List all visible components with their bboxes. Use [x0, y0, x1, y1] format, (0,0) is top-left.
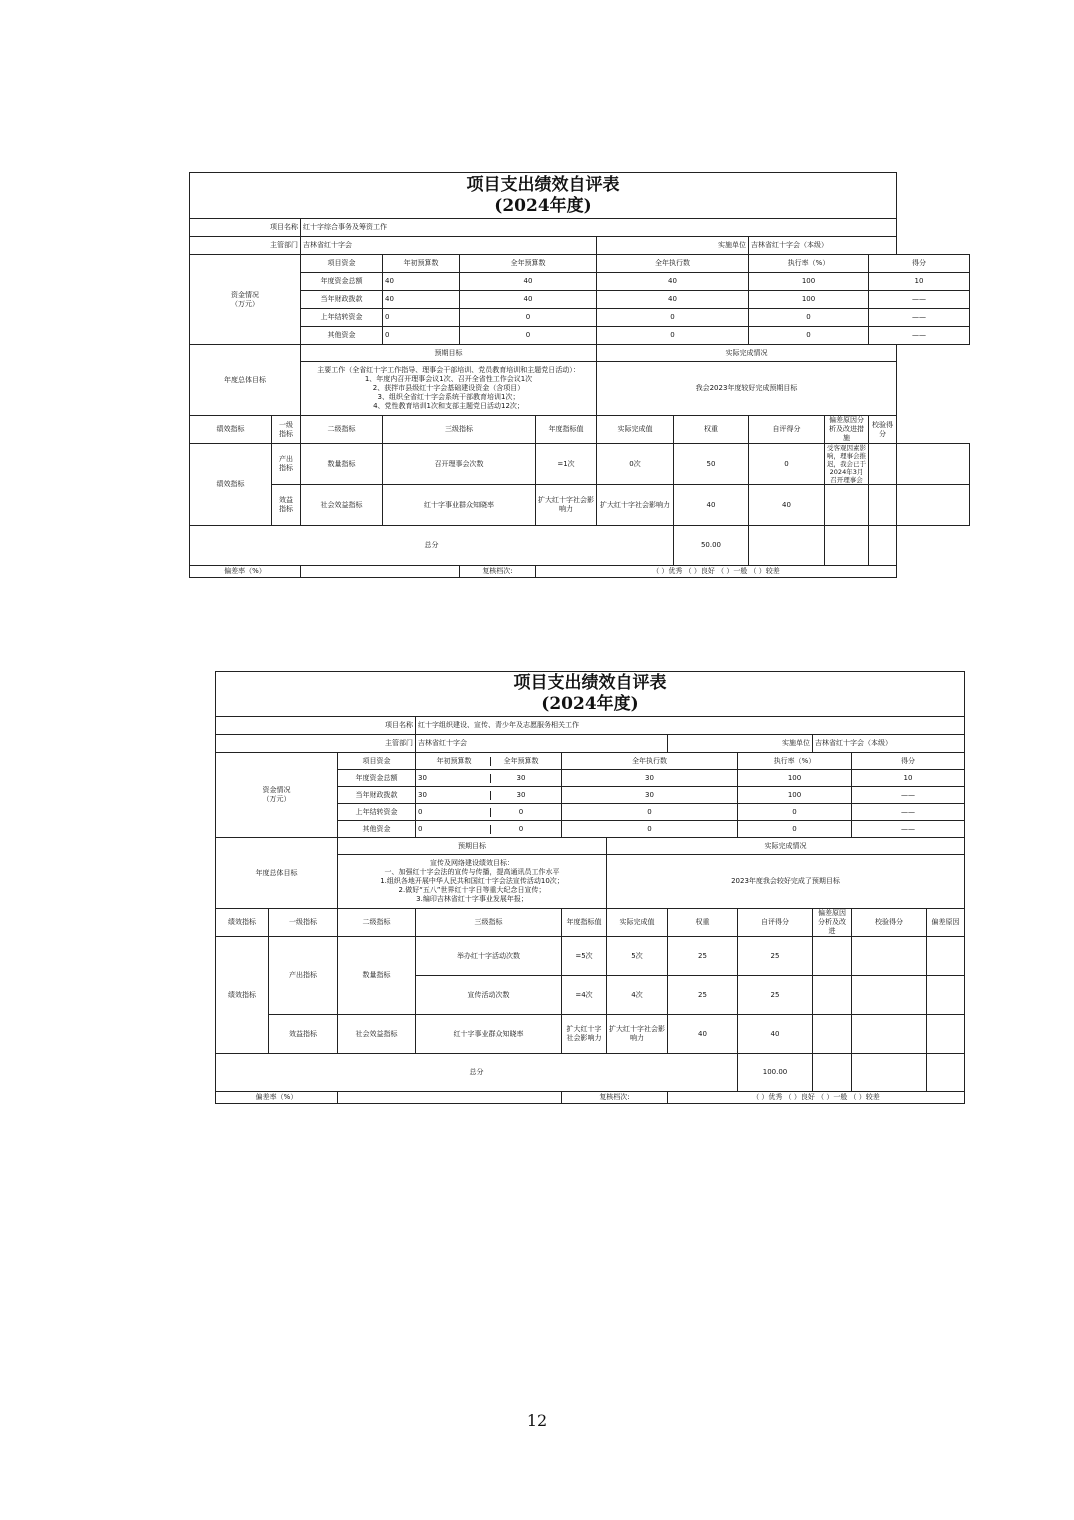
indicator-cell: 扩大红十字社会影响力 — [607, 1015, 668, 1054]
funds-header-cell: 全年执行数 — [597, 255, 749, 273]
total-empty — [825, 526, 869, 566]
indicator-row — [216, 1015, 965, 1054]
funds-header-cell: 得分 — [852, 753, 965, 770]
indicator-cell: 红十字事业群众知晓率 — [416, 1015, 562, 1054]
funds-cell: 0 — [597, 309, 749, 327]
funds-header-cell: 项目资金 — [301, 255, 383, 273]
funds-cell: 30 — [562, 787, 738, 804]
indicator-cell: 举办红十字活动次数 — [416, 937, 562, 976]
indicator-header-cell: 校验得分 — [852, 909, 927, 937]
funds-value: 30 — [418, 790, 427, 799]
project-name-label: 项目名称 — [190, 219, 301, 237]
total-empty — [749, 526, 825, 566]
total-score: 100.00 — [738, 1054, 813, 1092]
funds-cell: 40 — [597, 273, 749, 291]
indicator-header-cell: 实际完成值 — [597, 416, 674, 444]
indicator-cell: 受客观因素影响，理事会推迟，我会已于2024年3月召开理事会 — [825, 444, 869, 485]
funds-cell: 其他资金 — [338, 821, 416, 838]
funds-cell: 0 — [562, 804, 738, 821]
funds-cell: 10 — [869, 273, 970, 291]
funds-header-text: 全年预算数 — [490, 757, 551, 766]
funds-cell: 0 — [460, 327, 597, 345]
funds-value: 30 — [490, 791, 551, 800]
impl-unit-value: 吉林省红十字会（本级） — [813, 735, 965, 753]
table-title — [190, 173, 897, 219]
indicator-header-cell: 偏差原因 — [927, 909, 965, 937]
indicator-cell: =1次 — [536, 444, 597, 485]
funds-header-cell: 执行率（%） — [738, 753, 852, 770]
funds-cell: 40 — [460, 291, 597, 309]
indicator-cell — [927, 937, 965, 976]
indicator-cell — [852, 976, 927, 1015]
indicator-cell — [927, 1015, 965, 1054]
indicator-cell: 5次 — [607, 937, 668, 976]
funds-cell: —— — [869, 309, 970, 327]
funds-cell — [416, 804, 562, 821]
total-empty — [813, 1054, 852, 1092]
indicator-cell: =4次 — [562, 976, 607, 1015]
subtitle-text: (2024年度) — [494, 195, 592, 216]
indicator-row — [190, 444, 970, 485]
funds-cell — [416, 770, 562, 787]
subtitle-text: (2024年度) — [541, 694, 639, 714]
funds-cell: 0 — [597, 327, 749, 345]
indicator-cell: 25 — [668, 976, 738, 1015]
indicator-cell: 扩大红十字社会影响力 — [597, 485, 674, 526]
actual-completion-header: 实际完成情况 — [607, 838, 965, 855]
indicator-header-row — [216, 909, 965, 937]
funds-cell: 上年结转资金 — [301, 309, 383, 327]
funds-cell: 0 — [383, 309, 460, 327]
indicator-cell: 宣传活动次数 — [416, 976, 562, 1015]
indicator-cell: 数量指标 — [338, 937, 416, 1015]
impl-unit-value: 吉林省红十字会（本级） — [749, 237, 897, 255]
deviation-label: 偏差率（%） — [190, 566, 301, 578]
indicator-header-cell: 三级指标 — [383, 416, 536, 444]
funds-cell — [416, 787, 562, 804]
indicator-header-cell: 偏差原因分析及改进 — [813, 909, 852, 937]
expected-goal-text: 宣传及网络建设绩效目标： 一、加强红十字会法的宣传与传播，提高通讯员工作水平 1.组织各地开展中华人民共和国红十字会法宣传活动10次； 2.做好“五八”世界红十字日等重大纪念日宣传； 3.编印吉林省红十字事业发展年报； — [338, 855, 607, 909]
funds-value: 30 — [418, 773, 427, 782]
funds-row — [190, 309, 970, 327]
indicator-cell: 40 — [668, 1015, 738, 1054]
funds-cell: 0 — [738, 804, 852, 821]
funds-cell: 40 — [460, 273, 597, 291]
indicator-cell: 召开理事会次数 — [383, 444, 536, 485]
annual-goal-label: 年度总体目标 — [190, 345, 301, 416]
indicator-header-cell: 年度指标值 — [562, 909, 607, 937]
indicator-cell — [897, 444, 970, 485]
funds-row — [190, 291, 970, 309]
indicator-header-cell: 年度指标值 — [536, 416, 597, 444]
indicator-cell: 产出指标 — [269, 937, 338, 1015]
indicator-header-cell: 实际完成值 — [607, 909, 668, 937]
total-label: 总分 — [190, 526, 674, 566]
funds-cell: 0 — [738, 821, 852, 838]
deviation-value — [301, 566, 460, 578]
funds-cell: 0 — [749, 309, 869, 327]
project-name-value: 红十字组织建设、宣传、青少年及志愿服务相关工作 — [416, 717, 965, 735]
review-label: 复核档次: — [562, 1092, 668, 1104]
self-evaluation-table-1 — [189, 172, 970, 578]
indicator-header-cell: 一级指标 — [269, 909, 338, 937]
page-number: 12 — [526, 1411, 548, 1430]
indicator-cell: 效益 指标 — [272, 485, 301, 526]
actual-completion-text: 2023年度我会较好完成了预期目标 — [607, 855, 965, 909]
review-label: 复核档次: — [460, 566, 536, 578]
dept-label: 主管部门 — [190, 237, 301, 255]
title-text: 项目支出绩效自评表 — [513, 673, 667, 693]
funds-cell: —— — [852, 821, 965, 838]
funds-cell: 10 — [852, 770, 965, 787]
indicator-cell — [813, 1015, 852, 1054]
funds-row — [190, 327, 970, 345]
funds-cell: 当年财政拨款 — [301, 291, 383, 309]
funds-cell: 当年财政拨款 — [338, 787, 416, 804]
funds-cell: 40 — [597, 291, 749, 309]
indicator-cell: 0 — [749, 444, 825, 485]
funds-cell: 年度资金总额 — [338, 770, 416, 787]
actual-completion-text: 我会2023年度较好完成预期目标 — [597, 362, 897, 416]
funds-cell: 年度资金总额 — [301, 273, 383, 291]
funds-value: 30 — [490, 774, 551, 783]
funds-value: 0 — [418, 824, 423, 833]
funds-header-cell: 全年执行数 — [562, 753, 738, 770]
grade-options: （ ）优秀 （ ）良好 （ ）一般 （ ）较差 — [536, 566, 897, 578]
indicator-cell — [869, 444, 897, 485]
indicator-cell: 50 — [674, 444, 749, 485]
funds-value: 0 — [418, 807, 423, 816]
funds-header-cell: 执行率（%） — [749, 255, 869, 273]
funds-cell: 100 — [749, 291, 869, 309]
indicator-header-cell: 三级指标 — [416, 909, 562, 937]
actual-completion-header: 实际完成情况 — [597, 345, 897, 362]
funds-cell: 0 — [749, 327, 869, 345]
funds-cell: —— — [869, 291, 970, 309]
funds-cell: 其他资金 — [301, 327, 383, 345]
total-score: 50.00 — [674, 526, 749, 566]
indicator-cell: 0次 — [597, 444, 674, 485]
impl-unit-label: 实施单位 — [668, 735, 813, 753]
expected-goal-header: 预期目标 — [301, 345, 597, 362]
indicator-header-cell: 二级指标 — [301, 416, 383, 444]
indicator-cell — [825, 485, 869, 526]
indicator-cell: 25 — [738, 937, 813, 976]
funds-cell: 0 — [460, 309, 597, 327]
expected-goal-text: 主要工作（全省红十字工作指导、理事会干部培训、党员教育培训和主题党日活动）： 1、年度内召开理事会议1次、召开全省性工作会议1次 2、获拌市县级红十字会基础建设资金（含项目） 3、组织全省红十字会系统干部教育培训1次； 4、党性教育培训1次和支部主题党日活动12次； — [301, 362, 597, 416]
grade-options: （ ）优秀 （ ）良好 （ ）一般 （ ）较差 — [668, 1092, 965, 1104]
indicator-header-cell: 权重 — [674, 416, 749, 444]
funds-cell: 0 — [562, 821, 738, 838]
indicator-cell: 40 — [674, 485, 749, 526]
deviation-label: 偏差率（%） — [216, 1092, 338, 1104]
funds-label: 资金情况 （万元） — [190, 255, 301, 345]
dept-label: 主管部门 — [216, 735, 416, 753]
indicator-cell — [852, 937, 927, 976]
indicator-cell: 40 — [749, 485, 825, 526]
indicator-header-cell: 权重 — [668, 909, 738, 937]
funds-cell: 100 — [749, 273, 869, 291]
funds-header-text: 年初预算数 — [436, 756, 472, 765]
annual-goal-label: 年度总体目标 — [216, 838, 338, 909]
indicator-cell: 产出 指标 — [272, 444, 301, 485]
dept-value: 吉林省红十字会 — [416, 735, 668, 753]
indicator-header-cell: 二级指标 — [338, 909, 416, 937]
indicator-cell: 红十字事业群众知晓率 — [383, 485, 536, 526]
indicator-cell — [813, 976, 852, 1015]
indicator-cell: 扩大红十字社会影响力 — [536, 485, 597, 526]
indicator-header-cell: 偏差原因分析及改进措施 — [825, 416, 869, 444]
project-name-label: 项目名称 — [216, 717, 416, 735]
funds-cell: —— — [852, 787, 965, 804]
self-evaluation-table-2 — [215, 671, 965, 1104]
indicator-header-cell: 自评得分 — [738, 909, 813, 937]
indicator-cell: 25 — [668, 937, 738, 976]
indicator-row — [216, 937, 965, 976]
funds-value: 0 — [490, 825, 551, 834]
expected-goal-header: 预期目标 — [338, 838, 607, 855]
indicator-cell: 25 — [738, 976, 813, 1015]
funds-header-cell: 全年预算数 — [460, 255, 597, 273]
funds-cell — [416, 821, 562, 838]
funds-cell: 40 — [383, 291, 460, 309]
total-label: 总分 — [216, 1054, 738, 1092]
funds-header-cell: 得分 — [869, 255, 970, 273]
indicator-header-cell: 一级 指标 — [272, 416, 301, 444]
indicator-cell: =5次 — [562, 937, 607, 976]
funds-header-cell: 项目资金 — [338, 753, 416, 770]
funds-cell: 100 — [738, 770, 852, 787]
dept-value: 吉林省红十字会 — [301, 237, 597, 255]
indicator-header-cell: 校验得分 — [869, 416, 897, 444]
indicator-cell: 社会效益指标 — [301, 485, 383, 526]
funds-label: 资金情况 （万元） — [216, 753, 338, 838]
indicator-label: 绩效指标 — [190, 444, 272, 526]
indicator-cell — [869, 485, 897, 526]
indicator-header-row — [190, 416, 970, 444]
funds-header-cell: 年初预算数 — [383, 255, 460, 273]
total-empty — [927, 1054, 965, 1092]
indicator-row — [190, 485, 970, 526]
funds-cell: —— — [852, 804, 965, 821]
project-name-value: 红十字综合事务及筹资工作 — [301, 219, 897, 237]
indicator-cell: 数量指标 — [301, 444, 383, 485]
funds-header-cell — [416, 753, 562, 770]
indicator-cell: 40 — [738, 1015, 813, 1054]
title-text: 项目支出绩效自评表 — [466, 174, 620, 195]
indicator-cell: 4次 — [607, 976, 668, 1015]
indicator-cell: 扩大红十字社会影响力 — [562, 1015, 607, 1054]
indicator-header-cell: 绩效指标 — [190, 416, 272, 444]
funds-value: 0 — [490, 808, 551, 817]
funds-cell: 0 — [383, 327, 460, 345]
indicator-cell: 效益指标 — [269, 1015, 338, 1054]
indicator-cell — [852, 1015, 927, 1054]
table-title — [216, 672, 965, 717]
impl-unit-label: 实施单位 — [597, 237, 749, 255]
total-empty — [852, 1054, 927, 1092]
total-empty — [869, 526, 897, 566]
indicator-cell: 社会效益指标 — [338, 1015, 416, 1054]
funds-cell: 100 — [738, 787, 852, 804]
indicator-cell — [927, 976, 965, 1015]
funds-cell: 40 — [383, 273, 460, 291]
funds-cell: —— — [869, 327, 970, 345]
indicator-cell — [897, 485, 970, 526]
funds-row — [190, 273, 970, 291]
funds-cell: 30 — [562, 770, 738, 787]
indicator-header-cell: 自评得分 — [749, 416, 825, 444]
indicator-header-cell: 绩效指标 — [216, 909, 269, 937]
indicator-label: 绩效指标 — [216, 937, 269, 1054]
funds-cell: 上年结转资金 — [338, 804, 416, 821]
indicator-cell — [813, 937, 852, 976]
deviation-value — [338, 1092, 562, 1104]
